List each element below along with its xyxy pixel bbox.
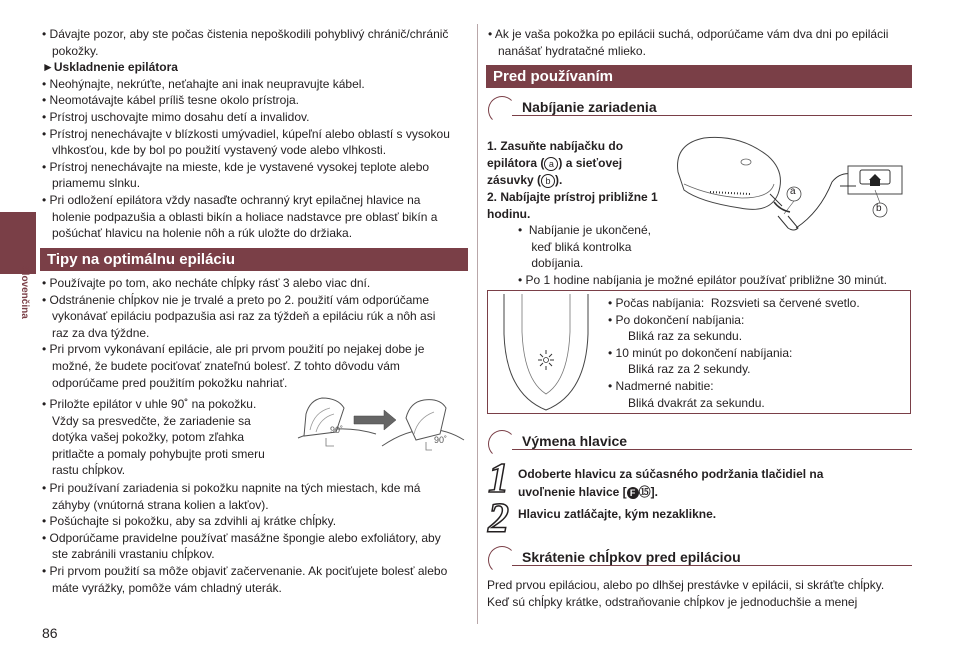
left-top-line: holenie podpazušia a oblasti bikín a holiace nadstavce pre oblasť bikín a	[42, 209, 438, 224]
tips-c-line: • Pošúchajte si pokožku, aby sa zdvihli aj krátke chĺpky.	[42, 514, 337, 529]
tips-a-line: možné, že budete pociťovať znateľnú bolesť. Z tohto dôvodu vám	[42, 359, 400, 373]
tips-heading: Tipy na optimálnu epiláciu	[40, 248, 468, 271]
left-top-line: pokožky.	[42, 43, 99, 58]
charge-note-line: dobíjania.	[518, 256, 584, 271]
charging-step2-a: 2. Nabíjajte prístroj približne 1	[487, 190, 658, 204]
label-b-circle: b	[541, 174, 555, 188]
left-top-line: • Prístroj uschovajte mimo dosahu detí a invalidov.	[42, 110, 310, 124]
status-lines-line: • Po dokončení nabíjania:	[608, 312, 745, 327]
charging-step1-b: epilátora ( a ) a sieťovej	[487, 156, 623, 170]
replace-heading-arc	[488, 430, 516, 458]
left-top-line: pošúchať hlavicu na holenie nôh a rúk uložte do držiaka.	[42, 226, 353, 241]
charging-heading-arc	[488, 96, 516, 124]
replace-step1-line1: Odoberte hlavicu za súčasného podržania tlačidiel na	[518, 467, 824, 481]
charge-note-line: • Nabíjanie je ukončené,	[518, 223, 651, 237]
epilator-light-diagram	[496, 294, 596, 412]
angle-label-1: 90˚	[330, 425, 344, 435]
step-number-2: 2	[488, 496, 509, 542]
tips-c-line: • Odporúčame pravidelne používať masážne špongie alebo exfoliátory, aby	[42, 530, 441, 545]
tips-c-line: ste zabránili vrastaniu chĺpkov.	[42, 547, 215, 562]
shorten-lines-line: Keď sú chĺpky krátke, odstraňovanie chĺpkov je jednoduchšie a menej	[487, 595, 858, 609]
shorten-lines-line: Pred prvou epiláciou, alebo po dlhšej prestávke v epilácii, si skráťte chĺpky.	[487, 578, 885, 592]
replace-heading: Výmena hlavice	[522, 433, 628, 449]
status-lines-line: Bliká dvakrát za sekundu.	[608, 395, 765, 410]
diagram-label-a: a	[790, 186, 796, 197]
tips-b-line: rastu chĺpkov.	[42, 463, 126, 478]
label-a-circle: a	[544, 157, 558, 171]
shorten-heading: Skrátenie chĺpkov pred epiláciou	[522, 549, 741, 565]
left-top-line: • Neohýnajte, nekrúťte, neťahajte ani inak neupravujte kábel.	[42, 76, 365, 91]
status-lines-line: • 10 minút po dokončení nabíjania:	[608, 345, 793, 360]
column-divider	[477, 24, 478, 624]
tips-b-line: dotýka vašej pokožky, potom zľahka	[42, 430, 245, 445]
status-lines-line: • Nadmerné nabitie:	[608, 379, 714, 393]
left-top-line: • Prístroj nenechávajte na mieste, kde je vystavené vysokej teplote alebo	[42, 159, 430, 174]
charging-runtime-note: • Po 1 hodine nabíjania je možné epilátor používať približne 30 minút.	[518, 273, 887, 287]
tips-c-line: máte vyrážky, pomôže vám chladný uterák.	[42, 580, 282, 595]
page-number: 86	[42, 625, 58, 641]
before-use-heading: Pred používaním	[486, 65, 912, 88]
tips-b-line: • Priložte epilátor v uhle 90˚ na pokožku.	[42, 397, 257, 411]
language-tab	[0, 212, 36, 274]
tips-b-line: pritlačte a pomaly pohybujte proti smeru	[42, 446, 265, 461]
status-lines-line: Bliká raz za sekundu.	[608, 329, 743, 344]
left-top-line: • Prístroj nenechávajte v blízkosti umývadiel, kúpeľní alebo oblastí s vysokou	[42, 126, 450, 141]
right-top-line: nanášať hydratačné mlieko.	[488, 43, 646, 58]
tips-a-line: • Pri prvom vykonávaní epilácie, ale pri prvom použití po nejakej dobe je	[42, 342, 425, 357]
angle-label-2: 90˚	[434, 435, 448, 445]
tips-c-line: • Pri používaní zariadenia si pokožku napnite na tých miestach, kde má	[42, 481, 421, 495]
tips-b-line: Vždy sa presvedčte, že zariadenie sa	[42, 413, 251, 428]
left-top-line: vlhkosťou, kde by bol po použití vystavený vode alebo vlhkosti.	[42, 143, 387, 158]
tips-a-line: • Odstránenie chĺpkov nie je trvalé a preto po 2. použití vám odporúčame	[42, 292, 430, 307]
status-lines-line: • Počas nabíjania: Rozsvieti sa červené svetlo.	[608, 296, 860, 310]
left-top-line: priamemu slnku.	[42, 176, 141, 191]
charging-step1-c: zásuvky ( b ).	[487, 173, 563, 187]
left-top-line: ►Uskladnenie epilátora	[42, 60, 178, 75]
right-top-line: • Ak je vaša pokožka po epilácii suchá, odporúčame vám dva dni po epilácii	[488, 27, 889, 41]
left-top-line: • Neomotávajte kábel príliš tesne okolo prístroja.	[42, 93, 299, 108]
replace-step1-line2: uvoľnenie hlavice [ F ⑮].	[518, 485, 659, 499]
left-top-line: • Pri odložení epilátora vždy nasaďte ochranný kryt epilačnej hlavice na	[42, 193, 421, 207]
diagram-label-b: b	[876, 203, 882, 214]
charge-note-line: keď bliká kontrolka	[518, 239, 632, 254]
tips-c-line: záhyby (vnútorná strana kolien a lakťov).	[42, 497, 269, 512]
tips-a-line: vykonávať epiláciu podpazušia asi raz za týždeň a epiláciu rúk a nôh asi	[42, 309, 436, 324]
shorten-heading-arc	[488, 546, 516, 574]
tips-a-line: • Používajte po tom, ako necháte chĺpky rásť 3 alebo viac dní.	[42, 276, 371, 290]
replace-step2: Hlavicu zatláčajte, kým nezaklikne.	[518, 507, 717, 521]
figure-f-badge: F	[627, 487, 639, 499]
tips-a-line: odporúčame pred použitím pokožku nahriať.	[42, 375, 288, 390]
status-lines-line: Bliká raz za 2 sekundy.	[608, 362, 751, 377]
tips-c-line: • Pri prvom použití sa môže objaviť začervenanie. Ak pociťujete bolesť alebo	[42, 564, 448, 578]
charging-heading: Nabíjanie zariadenia	[522, 99, 657, 115]
step-number-1: 1	[488, 456, 509, 502]
tips-a-line: raz za dva týždne.	[42, 325, 150, 340]
language-label: Slovenčina	[19, 266, 30, 319]
left-top-line: • Dávajte pozor, aby ste počas čistenia nepoškodili pohyblivý chránič/chránič	[42, 27, 449, 41]
charging-step1-a: 1. Zasuňte nabíjačku do	[487, 139, 624, 153]
charging-step2-b: hodinu.	[487, 207, 531, 221]
epilator-angle-illustration	[296, 394, 466, 468]
